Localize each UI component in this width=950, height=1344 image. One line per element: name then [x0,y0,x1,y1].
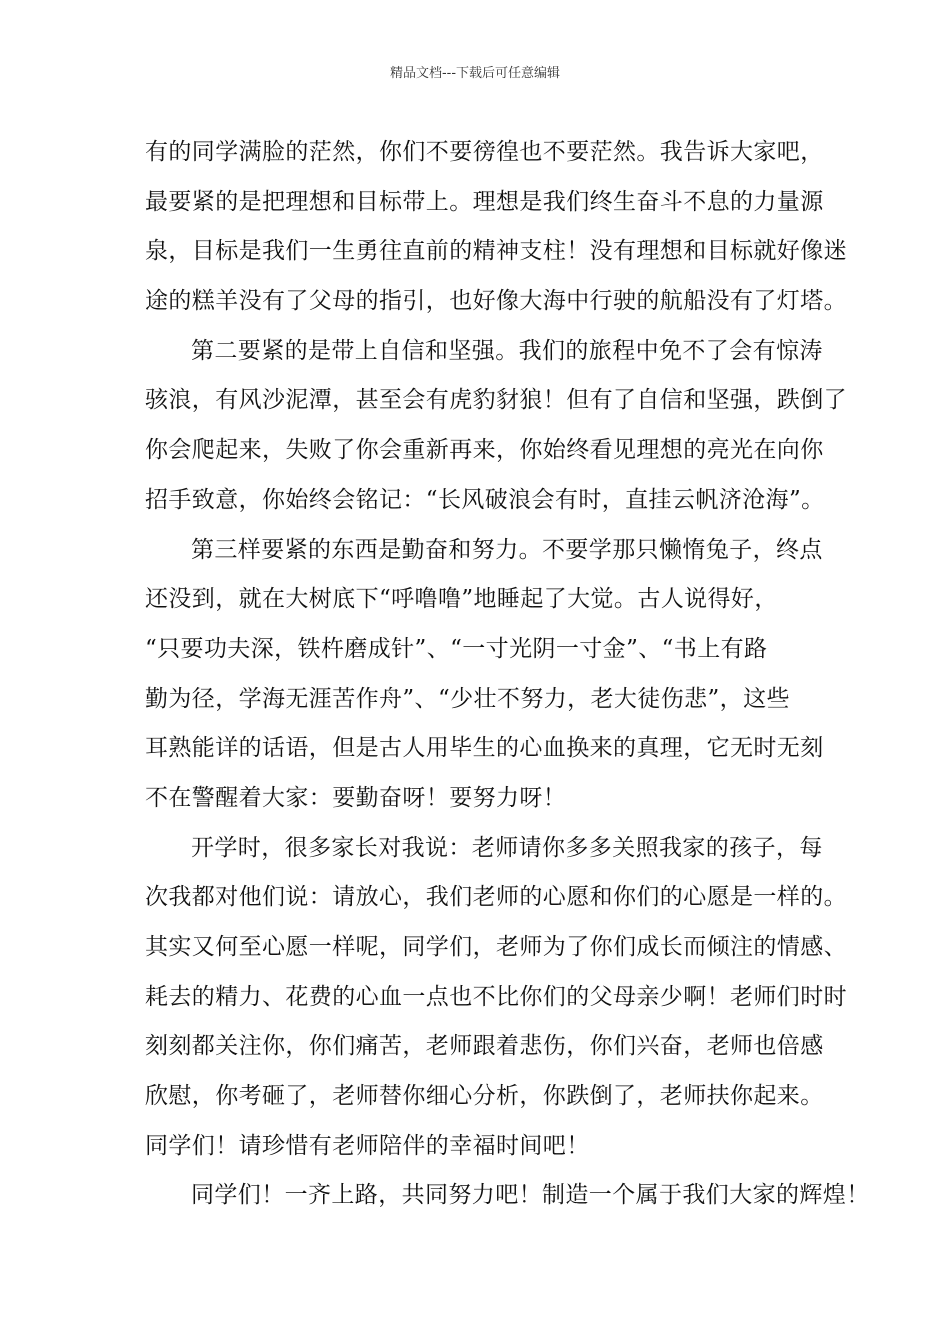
text-line: 其实又何至心愿一样呢，同学们，老师为了你们成长而倾注的情感、 [145,934,847,960]
text-line: 不在警醒着大家：要勤奋呀！要努力呀！ [145,784,567,811]
paragraph-start-line: 同学们！一齐上路，共同努力吧！制造一个属于我们大家的辉煌！ [191,1182,870,1209]
text-line: 招手致意，你始终会铭记：“长风破浪会有时，直挂云帆济沧海”。 [145,486,825,513]
paragraph-start-line: 第二要紧的是带上自信和坚强。我们的旅程中免不了会有惊涛 [191,337,823,364]
text-line: 次我都对他们说：请放心，我们老师的心愿和你们的心愿是一样的。 [145,884,847,911]
text-line: 途的糕羊没有了父母的指引，也好像大海中行驶的航船没有了灯塔。 [145,288,847,315]
text-line: 刻刻都关注你，你们痛苦，老师跟着悲伤，你们兴奋，老师也倍感 [145,1033,824,1060]
text-line: 勤为径，学海无涯苦作舟”、“少壮不努力，老大徒伤悲”，这些 [145,685,790,712]
text-line: 有的同学满脸的茫然，你们不要徬徨也不要茫然。我告诉大家吧， [145,139,824,165]
text-line: 最要紧的是把理想和目标带上。理想是我们终生奋斗不息的力量源 [145,188,824,215]
text-line: 耗去的精力、花费的心血一点也不比你们的父母亲少啊！老师们时时 [145,983,847,1010]
text-line: 同学们！请珍惜有老师陪伴的幸福时间吧！ [145,1132,590,1159]
text-line: 欣慰，你考砸了，老师替你细心分析，你跌倒了，老师扶你起来。 [145,1083,824,1110]
body-text [145,128,870,1221]
page-header: 精品文档---下载后可任意编辑 [389,66,561,81]
paragraph-start-line: 开学时，很多家长对我说：老师请你多多关照我家的孩子，每 [191,834,823,861]
text-line: 泉，目标是我们一生勇往直前的精神支柱！没有理想和目标就好像迷 [145,238,847,265]
text-line: 骇浪，有风沙泥潭，甚至会有虎豹豺狼！但有了自信和坚强，跌倒了 [145,387,847,414]
text-line: 还没到，就在大树底下“呼噜噜”地睡起了大觉。古人说得好， [145,586,778,613]
text-line: 耳熟能详的话语，但是古人用毕生的心血换来的真理，它无时无刻 [145,735,824,762]
paragraph-start-line: 第三样要紧的东西是勤奋和努力。不要学那只懒惰兔子，终点 [191,536,823,563]
text-line: “只要功夫深，铁杵磨成针”、“一寸光阴一寸金”、“书上有路 [145,635,768,662]
text-line: 你会爬起来，失败了你会重新再来，你始终看见理想的亮光在向你 [145,437,824,464]
